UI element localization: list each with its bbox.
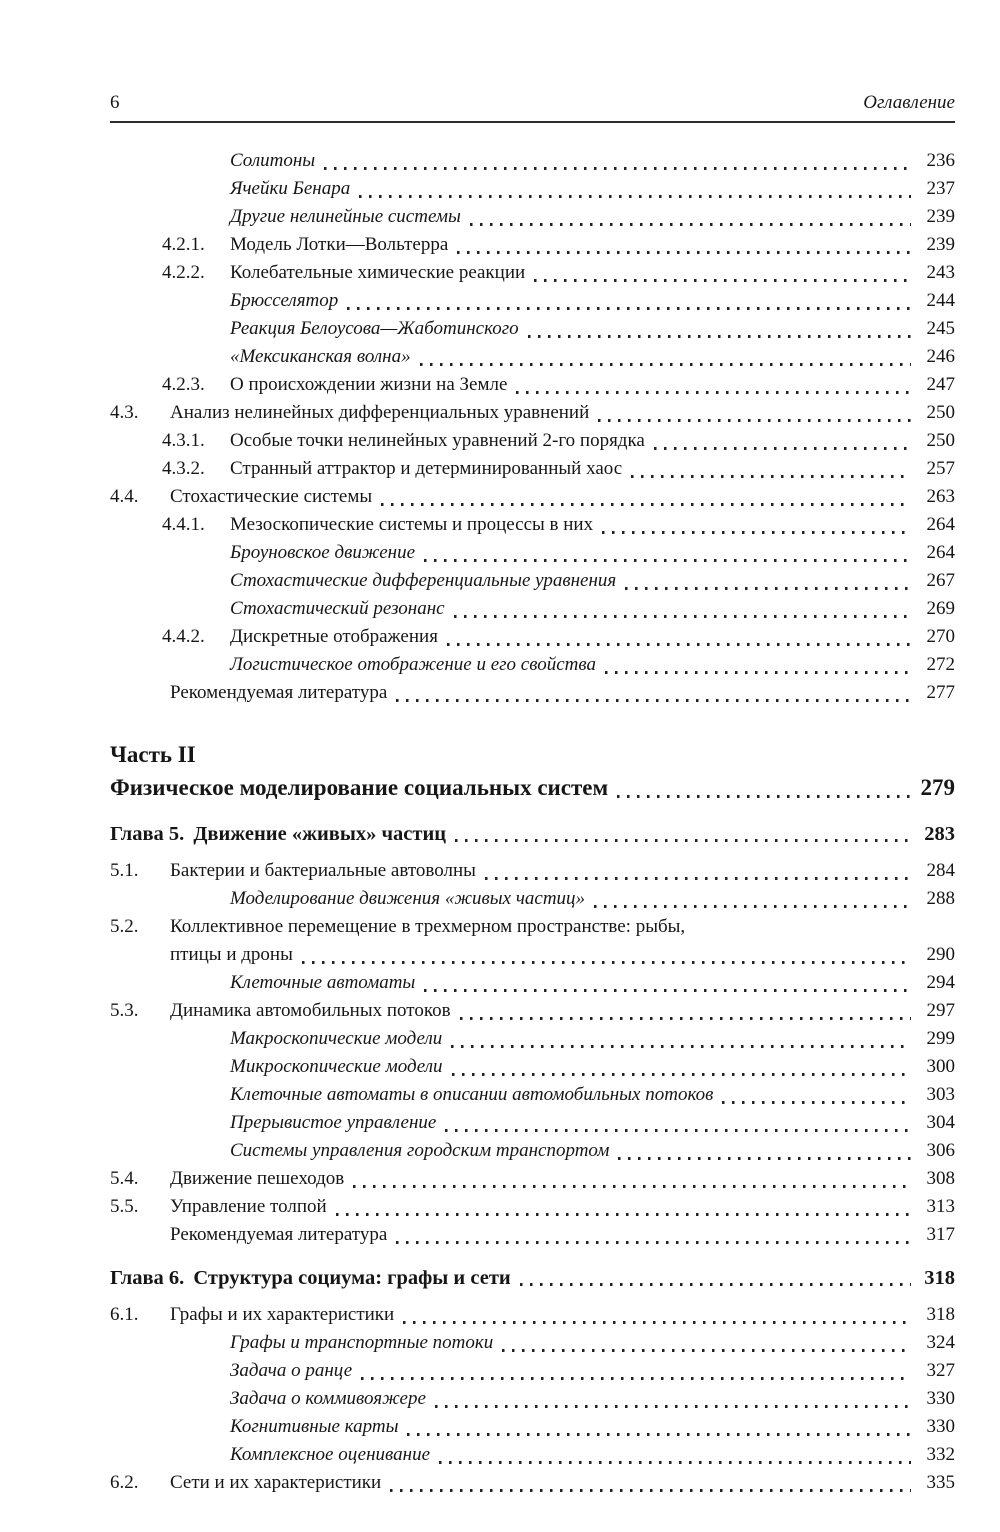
toc-entry (110, 1385, 955, 1413)
entry-title: Задача о ранце (230, 1360, 353, 1381)
entry-number: 5.2. (110, 916, 139, 937)
entry-title: Стохастический резонанс (230, 598, 445, 619)
dot-leader (424, 559, 911, 562)
dot-leader (447, 643, 911, 646)
entry-page: 318 (926, 1304, 955, 1325)
dot-leader (424, 989, 911, 992)
entry-page: 288 (926, 888, 955, 909)
entry-page: 239 (926, 234, 955, 255)
toc-entry (110, 427, 955, 455)
entry-number: 4.2.2. (162, 262, 205, 283)
entry-title: Стохастические дифференциальные уравнения (230, 570, 617, 591)
dot-leader (618, 1157, 911, 1160)
entry-page: 239 (926, 206, 955, 227)
entry-line-2 (110, 941, 955, 969)
page-number: 6 (110, 92, 120, 113)
toc-entry (110, 1137, 955, 1165)
entry-page: 308 (926, 1168, 955, 1189)
entry-page: 330 (926, 1416, 955, 1437)
entry-title: Стохастические системы (170, 486, 373, 507)
dot-leader (439, 1461, 911, 1464)
entry-title: Макроскопические модели (230, 1028, 443, 1049)
toc-entry (110, 259, 955, 287)
dot-leader (452, 1073, 911, 1076)
entry-page: 327 (926, 1360, 955, 1381)
entry-page: 303 (926, 1084, 955, 1105)
entry-title: Микроскопические модели (230, 1056, 443, 1077)
dot-leader (302, 961, 911, 964)
toc-entry (110, 287, 955, 315)
toc-entry (110, 315, 955, 343)
entry-page: 245 (926, 318, 955, 339)
entry-page: 247 (926, 374, 955, 395)
entry-title: Рекомендуемая литература (170, 682, 388, 703)
dot-leader (403, 1321, 911, 1324)
entry-title: Прерывистое управление (230, 1112, 437, 1133)
toc-entry (110, 343, 955, 371)
entry-number: 4.3.1. (162, 430, 205, 451)
entry-page: 332 (926, 1444, 955, 1465)
dot-leader (451, 1045, 911, 1048)
toc-entry (110, 371, 955, 399)
entry-page: 330 (926, 1388, 955, 1409)
toc-entry (110, 595, 955, 623)
entry-title: Комплексное оценивание (230, 1444, 431, 1465)
dot-leader (605, 671, 911, 674)
entry-number: 4.4.1. (162, 514, 205, 535)
entry-title: Физическое моделирование социальных систем (110, 775, 609, 800)
entry-page: 246 (926, 346, 955, 367)
running-head (110, 92, 955, 114)
toc-entry (110, 1357, 955, 1385)
dot-leader (460, 1017, 911, 1020)
dot-leader (502, 1349, 911, 1352)
entry-number: 4.3. (110, 402, 139, 423)
entry-title: Когнитивные карты (230, 1416, 399, 1437)
toc-entry (110, 1165, 955, 1193)
entry-page: 264 (926, 514, 955, 535)
toc-entry (110, 651, 955, 679)
entry-title: Колебательные химические реакции (230, 262, 526, 283)
entry-page: 257 (926, 458, 955, 479)
toc-entry (110, 1221, 955, 1249)
entry-title: Броуновское движение (230, 542, 416, 563)
dot-leader (654, 447, 911, 450)
entry-title: Реакция Белоусова—Жаботинского (230, 318, 519, 339)
entry-number: 4.4.2. (162, 626, 205, 647)
toc-entry (110, 1301, 955, 1329)
entry-number: 5.3. (110, 1000, 139, 1021)
toc-entry (110, 147, 955, 175)
dot-leader (617, 795, 911, 798)
toc-entry (110, 1469, 955, 1497)
entry-page: 283 (924, 823, 955, 845)
toc-entry (110, 567, 955, 595)
dot-leader (528, 335, 911, 338)
toc-entry (110, 885, 955, 913)
entry-number: 5.5. (110, 1196, 139, 1217)
toc-entry (110, 771, 955, 805)
toc-entry (110, 679, 955, 707)
toc-entry (110, 1441, 955, 1469)
entry-title: О происхождении жизни на Земле (230, 374, 508, 395)
entry-title: Моделирование движения «живых частиц» (230, 888, 586, 909)
dot-leader (336, 1213, 911, 1216)
running-head-title: Оглавление (863, 92, 955, 113)
dot-leader (347, 307, 911, 310)
entry-page: 290 (926, 944, 955, 965)
entry-page: 270 (926, 626, 955, 647)
toc-entry (110, 820, 955, 848)
entry-page: 313 (926, 1196, 955, 1217)
entry-page: 284 (926, 860, 955, 881)
dot-leader (361, 1377, 911, 1380)
dot-leader (602, 531, 911, 534)
toc-part (110, 739, 955, 805)
toc-entry (110, 1053, 955, 1081)
dot-leader (598, 419, 911, 422)
entry-title: Движение пешеходов (170, 1168, 345, 1189)
entry-title: Ячейки Бенара (230, 178, 351, 199)
entry-number: 6.1. (110, 1304, 139, 1325)
entry-title: Мезоскопические системы и процессы в них (230, 514, 594, 535)
entry-title: Сети и их характеристики (170, 1472, 382, 1493)
entry-number: Глава 6. (110, 1267, 185, 1289)
entry-page: 304 (926, 1112, 955, 1133)
part-heading: Часть II (110, 742, 196, 767)
entry-page: 279 (920, 775, 955, 800)
entry-number: Глава 5. (110, 823, 185, 845)
dot-leader (435, 1405, 911, 1408)
entry-number: 4.2.1. (162, 234, 205, 255)
entry-page: 264 (926, 542, 955, 563)
toc-entry (110, 231, 955, 259)
dot-leader (420, 363, 911, 366)
entry-page: 250 (926, 430, 955, 451)
entry-page: 244 (926, 290, 955, 311)
dot-leader (455, 839, 911, 842)
entry-page: 272 (926, 654, 955, 675)
entry-title: Анализ нелинейных дифференциальных уравнений (170, 402, 590, 423)
entry-number: 5.1. (110, 860, 139, 881)
dot-leader (594, 905, 911, 908)
dot-leader (520, 1283, 911, 1286)
entry-page: 297 (926, 1000, 955, 1021)
entry-title: Брюсселятор (230, 290, 339, 311)
entry-number: 6.2. (110, 1472, 139, 1493)
entry-title: Солитоны (230, 150, 316, 171)
entry-title: Динамика автомобильных потоков (170, 1000, 451, 1021)
dot-leader (625, 587, 911, 590)
entry-title: Графы и их характеристики (170, 1304, 395, 1325)
entry-title: Особые точки нелинейных уравнений 2-го порядка (230, 430, 645, 451)
toc-entry (110, 1025, 955, 1053)
entry-page: 318 (924, 1267, 955, 1289)
entry-page: 263 (926, 486, 955, 507)
dot-leader (516, 391, 911, 394)
dot-leader (390, 1489, 911, 1492)
entry-title: Клеточные автоматы (230, 972, 416, 993)
toc-entry (110, 1329, 955, 1357)
entry-title: Дискретные отображения (230, 626, 438, 647)
entry-page: 299 (926, 1028, 955, 1049)
entry-title: Модель Лотки—Вольтерра (230, 234, 449, 255)
toc-entry (110, 1264, 955, 1292)
entry-title: Графы и транспортные потоки (230, 1332, 494, 1353)
toc-entry (110, 1413, 955, 1441)
entry-title: Клеточные автоматы в описании автомобильных потоков (230, 1084, 714, 1105)
dot-leader (631, 475, 911, 478)
toc-entry (110, 1109, 955, 1137)
entry-title: Управление толпой (170, 1196, 327, 1217)
toc-entry (110, 483, 955, 511)
entry-title: Системы управления городским транспортом (230, 1140, 610, 1161)
toc-entry (110, 455, 955, 483)
entry-page: 237 (926, 178, 955, 199)
entry-title: Другие нелинейные системы (230, 206, 461, 227)
entry-page: 306 (926, 1140, 955, 1161)
dot-leader (381, 503, 911, 506)
dot-leader (445, 1129, 911, 1132)
toc-entry (110, 175, 955, 203)
dot-leader (457, 251, 911, 254)
dot-leader (353, 1185, 911, 1188)
dot-leader (407, 1433, 911, 1436)
entry-page: 236 (926, 150, 955, 171)
entry-title: Бактерии и бактериальные автоволны (170, 860, 476, 881)
dot-leader (470, 223, 911, 226)
dot-leader (485, 877, 911, 880)
entry-page: 300 (926, 1056, 955, 1077)
entry-title: «Мексиканская волна» (230, 346, 411, 367)
toc-entry (110, 511, 955, 539)
toc-entry (110, 623, 955, 651)
entry-title: Логистическое отображение и его свойства (230, 654, 597, 675)
entry-title: Коллективное перемещение в трехмерном пространстве: рыбы, (170, 916, 686, 937)
entry-title: Движение «живых» частиц (193, 823, 447, 845)
toc-entry (110, 997, 955, 1025)
entry-page: 243 (926, 262, 955, 283)
toc-entry (110, 1193, 955, 1221)
entry-number: 4.3.2. (162, 458, 205, 479)
dot-leader (396, 1241, 911, 1244)
dot-leader (396, 699, 911, 702)
entry-page: 267 (926, 570, 955, 591)
entry-title: Странный аттрактор и детерминированный хаос (230, 458, 623, 479)
entry-title: Задача о коммивояжере (230, 1388, 426, 1409)
toc-entry (110, 1081, 955, 1109)
header-rule (110, 121, 955, 123)
entry-title: Структура социума: графы и сети (193, 1267, 511, 1289)
toc-list (110, 147, 955, 1497)
entry-page: 335 (926, 1472, 955, 1493)
toc-entry (110, 203, 955, 231)
entry-title: Рекомендуемая литература (170, 1224, 388, 1245)
dot-leader (324, 167, 911, 170)
toc-entry (110, 913, 955, 969)
entry-number: 4.4. (110, 486, 139, 507)
dot-leader (454, 615, 911, 618)
entry-page: 294 (926, 972, 955, 993)
entry-page: 250 (926, 402, 955, 423)
entry-page: 317 (926, 1224, 955, 1245)
toc-entry (110, 969, 955, 997)
dot-leader (359, 195, 911, 198)
toc-entry (110, 857, 955, 885)
entry-line-1 (110, 913, 955, 941)
dot-leader (534, 279, 911, 282)
entry-page: 269 (926, 598, 955, 619)
dot-leader (722, 1101, 911, 1104)
entry-page: 277 (926, 682, 955, 703)
entry-title-continuation: птицы и дроны (170, 944, 293, 965)
entry-page: 324 (926, 1332, 955, 1353)
entry-number: 5.4. (110, 1168, 139, 1189)
entry-number: 4.2.3. (162, 374, 205, 395)
toc-entry (110, 539, 955, 567)
toc-entry (110, 399, 955, 427)
